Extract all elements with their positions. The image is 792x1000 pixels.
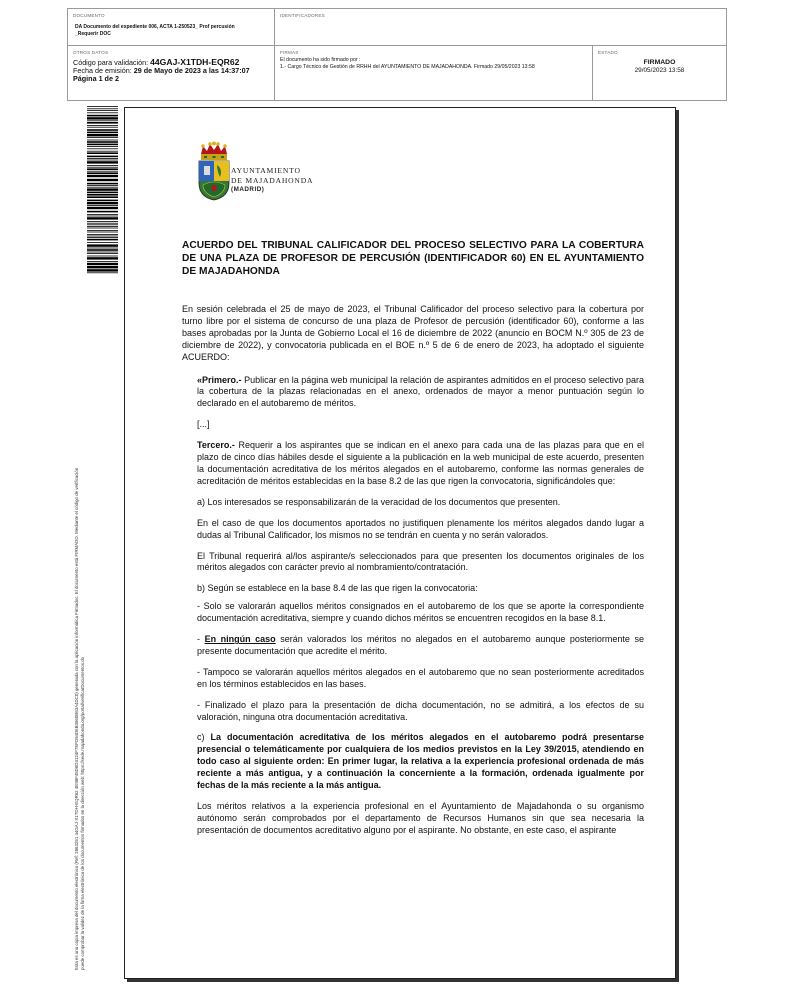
- last-paragraph: Los méritos relativos a la experiencia profesional en el Ayuntamiento de Majadahonda o su organismo autónomo serán comprobados por el departamento de Recursos Humanos sin que sea necesaria la presentación de documentos acreditativo alguno por el aspirante. No obstante, en este caso, el aspirante: [197, 801, 644, 835]
- documento-name: DA Documento del expediente 006, ACTA 1-250523_ Prof percusión _Requerir DOC: [75, 24, 235, 37]
- identificadores-label: IDENTIFICADORES: [280, 13, 325, 18]
- item-b3: - Tampoco se valorarán aquellos méritos alegados en el autobaremo que no sean posteriormente acreditados en los términos establecidos en las bases.: [197, 666, 644, 689]
- estado-date: 29/05/2023 13:58: [634, 67, 685, 74]
- otros-datos-cell: [68, 46, 275, 100]
- document-title: ACUERDO DEL TRIBUNAL CALIFICADOR DEL PROCESO SELECTIVO PARA LA COBERTURA DE UNA PLAZA DE PROFESOR DE PERCUSIÓN (IDENTIFICADOR 60) EN EL AYUNTAMIENTO DE MAJADAHONDA: [182, 240, 644, 277]
- agreement-block: [197, 375, 644, 837]
- side-verification-text: Esta es una copia impresa del documento electrónico (Ref: 2863251 44GAJ-X1TDH-EQR62 4E98F45D6D3124F7EFD94D6B3660B63A4DC0) generada con la aplicación informática Firmadoc. El documento está FIRMADO. Mediante el código de verificación puede comprobar la validez de la firma electrónica de los documentos firmados en la dirección web: https://sede.majadahonda.org/portal/verificarDocumentos.do: [74, 280, 96, 970]
- emission-date: Fecha de emisión: 29 de Mayo de 2023 a las 14:37:07: [73, 66, 250, 76]
- page-indicator: Página 1 de 2: [73, 74, 119, 84]
- estado-label: ESTADO: [598, 50, 618, 55]
- ellipsis: [...]: [197, 419, 210, 430]
- item-b2: - En ningún caso serán valorados los méritos no alegados en el autobaremo aunque posteriormente se presente documentación que acredite el mérito.: [197, 634, 644, 656]
- validation-code[interactable]: Código para validación: 44GAJ-X1TDH-EQR62: [73, 57, 240, 67]
- municipality-logo-text: AYUNTAMIENTO DE MAJADAHONDA (MADRID): [231, 166, 314, 193]
- item-b: b) Según se establece en la base 8.4 de las que rigen la convocatoria:: [197, 583, 478, 594]
- verification-url[interactable]: puede comprobar la validez de la firma electrónica de los documentos firmados en la dirección web: https://sede.majadahonda.org/portal/verificarDocumentos.do: [79, 656, 85, 970]
- item-b4: - Finalizado el plazo para la presentación de dicha documentación, no se admitirá, a los efectos de su valoración, ninguna otra documentación acreditativa.: [197, 699, 644, 722]
- firmas-text: El documento ha sido firmado por : 1.- Cargo Técnico de Gestión de RRHH del AYUNTAMIENTO DE MAJADAHONDA. Firmado 29/05/2023 13:58: [280, 57, 535, 70]
- signature-header: [67, 8, 727, 101]
- paragraph-tribunal: El Tribunal requerirá al/los aspirante/s seleccionados para que presenten los documentos originales de los méritos alegados con carácter previo al nombramiento/contratación.: [197, 550, 644, 573]
- identificadores-cell: [275, 9, 726, 46]
- firmas-label: FIRMAS: [280, 50, 299, 55]
- municipal-crest-icon: [195, 141, 233, 201]
- documento-label: DOCUMENTO: [73, 13, 105, 18]
- document-body: [182, 304, 644, 846]
- estado-cell: [593, 46, 726, 100]
- estado-value: FIRMADO: [643, 59, 676, 66]
- tercero-paragraph: Tercero.- Requerir a los aspirantes que se indican en el anexo para cada una de las plazas para que en el plazo de cinco días hábiles desde el siguiente a la publicación en la web municipal de este acuerdo, presenten la documentación acreditativa de los méritos alegados en el autobaremo, conforme las normas generales de acreditación de méritos establecidas en la base 8.2 de las que rigen la convocatoria, significándoles que:: [197, 440, 644, 486]
- item-b1: - Solo se valorarán aquellos méritos consignados en el autobaremo de los que se aporte la correspondiente documentación acreditativa, siempre y cuando dichos méritos se encuentren recogidos en la base 8.1.: [197, 601, 644, 624]
- item-a: a) Los interesados se responsabilizarán de la veracidad de los documentos que presenten.: [197, 496, 561, 507]
- intro-paragraph: En sesión celebrada el 25 de mayo de 2023, el Tribunal Calificador del proceso selectivo para la cobertura por turno libre por el sistema de concurso de una plaza de Profesor de percusión (identificador 60), conforme a las bases aprobadas por la Junta de Gobierno Local el 16 de diciembre de 2022 (anuncio en BOCM N.º 305 de 23 de diciembre de 2022), y convocatoria publicada en el BOE n.º 5 de 6 de enero de 2023, ha adoptado el siguiente ACUERDO:: [182, 304, 644, 362]
- firmas-cell: [275, 46, 593, 100]
- otros-label: OTROS DATOS: [73, 50, 109, 55]
- primero-paragraph: «Primero.- Publicar en la página web municipal la relación de aspirantes admitidos en el proceso selectivo para la cobertura de la plazas relacionadas en el anexo, ordenados de mayor a menor puntuación según lo declarado en el autobaremo de méritos.: [197, 374, 644, 409]
- documento-cell: [68, 9, 275, 46]
- barcode: [87, 106, 118, 274]
- document-page: [124, 107, 676, 979]
- paragraph-caso: En el caso de que los documentos aportados no justifiquen plenamente los méritos alegados dando lugar a dudas al Tribunal Calificador, los mismos no se tendrán en cuenta y no serán valorados.: [197, 517, 644, 540]
- item-c: c) La documentación acreditativa de los méritos alegados en el autobaremo podrá presentarse presencial o telemáticamente por cualquiera de los medios previstos en la Ley 39/2015, atendiendo en todo caso al siguiente orden: En primer lugar, la relativa a la experiencia profesional ordenada de más reciente a más antigua, y a continuación la concerniente a la formación, ordenada igualmente por fechas de la más reciente a la más antigua.: [197, 732, 645, 791]
